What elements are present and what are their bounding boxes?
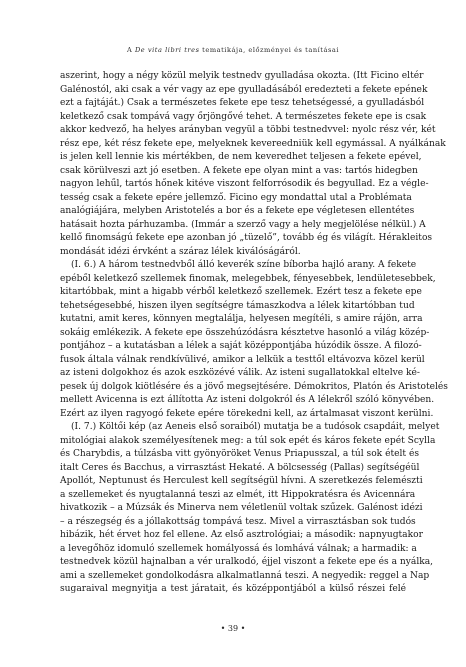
text-line: (I. 6.) A három testnedvből álló keverék színe bíborba hajló arany. A fekete bbox=[71, 260, 417, 270]
text-line: Apollót, Neptunust és Herculest kell segítségül hívni. A szeretkezés felemészti bbox=[60, 476, 423, 486]
text-line: aszerint, hogy a négy közül melyik testnedv gyulladása okozta. (Itt Ficino eltér bbox=[60, 71, 424, 81]
text-line: fusok általa válnak rendkívülivé, amikor a lelkük a testtől eltávozva közel kerül bbox=[60, 354, 425, 365]
text-line: kellő finomságú fekete epe azonban jó „tüzelő”, tovább ég és világít. Hérakleitos bbox=[60, 233, 433, 243]
text-line: kutatni, amit keres, könnyen megtalálja, helyesen megítéli, s amire rájön, arra bbox=[60, 314, 423, 324]
text-line: kitartóbbak, mint a higabb vérből keletkező szellemek. Ezért tesz a fekete epe bbox=[60, 287, 422, 297]
text-line: italt Ceres és Bacchus, a virrasztást Hekaté. A bölcsesség (Pallas) segítségéül bbox=[60, 462, 420, 473]
text-line: pesek új dolgok kiötlésére és a jövő megsejtésére. Démokritos, Platón és Aristotelés bbox=[60, 381, 448, 392]
text-line: ami a szellemeket gondolkodásra alkalmatlanná teszi. A negyedik: reggel a Nap bbox=[60, 570, 430, 581]
text-line: analógiájára, melyben Aristotelés a bor és a fekete epe végletesen ellentétes bbox=[60, 206, 415, 216]
text-line: hibázik, hét érvet hoz fel ellene. Az első asztrológiai; a második: napnyugtakor bbox=[60, 530, 423, 540]
text-line: ezt a fajtáját.) Csak a természetes fekete epe tesz tehetségessé, a gyulladásból bbox=[60, 98, 425, 108]
text-line: pontjához – a kutatásban a lélek a saját középpontjába húzódik össze. A filozó- bbox=[60, 341, 422, 351]
text-line: nagyon lehűl, tartós hőnek kitéve viszont felforrósodik és begyullad. Ez a végle- bbox=[60, 179, 429, 189]
text-line: testnedvek közül hajnalban a vér uralkodó, éjjel viszont a fekete epe és a nyálka, bbox=[60, 557, 434, 567]
text-line: sugaraival megnyitja a test járatait, és középpontjából a külső részei felé bbox=[60, 584, 406, 594]
text-line: Galénostól, aki csak a vér vagy az epe gyulladásából eredezteti a fekete epének bbox=[60, 84, 428, 95]
text-line: tehetségesebbé, hiszen ilyen segítségre támaszkodva a lélek kitartóbban tud bbox=[60, 300, 415, 311]
running-head-title: De vita libri tres bbox=[134, 46, 200, 54]
text-line: a levegőhöz idomuló szellemek homályossá és lomhává válnak; a harmadik: a bbox=[60, 543, 417, 554]
text-line: keletkező csak tompává vagy őrjöngővé tehet. A természetes fekete epe is csak bbox=[60, 111, 427, 122]
text-line: tesség csak a fekete epére jellemző. Ficino egy mondattal utal a Problémata bbox=[60, 192, 412, 203]
running-head-suffix: tematikája, előzményei és tanításai bbox=[199, 46, 340, 54]
text-line: is jelen kell lennie kis mértékben, de nem keveredhet teljesen a fekete epével, bbox=[60, 152, 422, 162]
text-line: és Charybdis, a túlzásba vitt gyönyöröket Venus Priapusszal, a túl sok ételt és bbox=[60, 449, 419, 459]
text-line: epéből keletkező szellemek finomak, melegebbek, fényesebbek, lendületesebbek, bbox=[60, 273, 436, 284]
text-line: hivatkozik – a Múzsák és Minerva nem véletlenül voltak szűzek. Galénost idézi bbox=[60, 503, 423, 513]
text-line: csak körülveszi azt jó esetben. A fekete epe olyan mint a vas: tartós hidegben bbox=[60, 165, 418, 176]
text-line: Ezért az ilyen ragyogó fekete epére törekedni kell, az ártalmasat viszont kerülni. bbox=[60, 408, 434, 419]
text-line: az isteni dolgokhoz és azok eszközévé válik. Az isteni sugallatokkal eltelve ké- bbox=[60, 368, 420, 378]
text-line: mondását idézi érvként a száraz lélek kiválóságáról. bbox=[60, 246, 301, 257]
running-head-prefix: A bbox=[126, 46, 135, 54]
text-line: akkor kedvező, ha helyes arányban vegyül a többi testnedvvel: nyolc rész vér, két bbox=[60, 125, 436, 135]
page-number: • 39 • bbox=[220, 624, 246, 633]
running-head bbox=[0, 46, 466, 54]
text-line: rész epe, két rész fekete epe, melyeknek kevereedniük kell egymással. A nyálkának bbox=[60, 138, 446, 149]
text-line: a szellemeket és nyugtalanná teszi az elmét, itt Hippokratésra és Avicennára bbox=[60, 489, 416, 500]
text-line: (I. 7.) Költői kép (az Aeneis első soraiból) mutatja be a tudósok csapdáit, melyet bbox=[71, 422, 440, 432]
body-text bbox=[60, 70, 448, 597]
text-line: sokáig emlékezik. A fekete epe összehúzódásra késztetve hasonló a világ közép- bbox=[60, 327, 430, 338]
text-line: mitológiai alakok személyesítenek meg: a túl sok epét és káros fekete epét Scylla bbox=[60, 435, 436, 446]
text-line: – a részegség és a jóllakottság tompává tesz. Mivel a virrasztásban sok tudós bbox=[60, 516, 416, 527]
text-line: hatásait hozta párhuzamba. (Immár a szerző vagy a hely megjelölése nélkül.) A bbox=[60, 219, 426, 230]
text-line: mellett Avicenna is ezt állította Az isteni dolgokról és A lélekről szóló könyvében. bbox=[60, 395, 435, 405]
